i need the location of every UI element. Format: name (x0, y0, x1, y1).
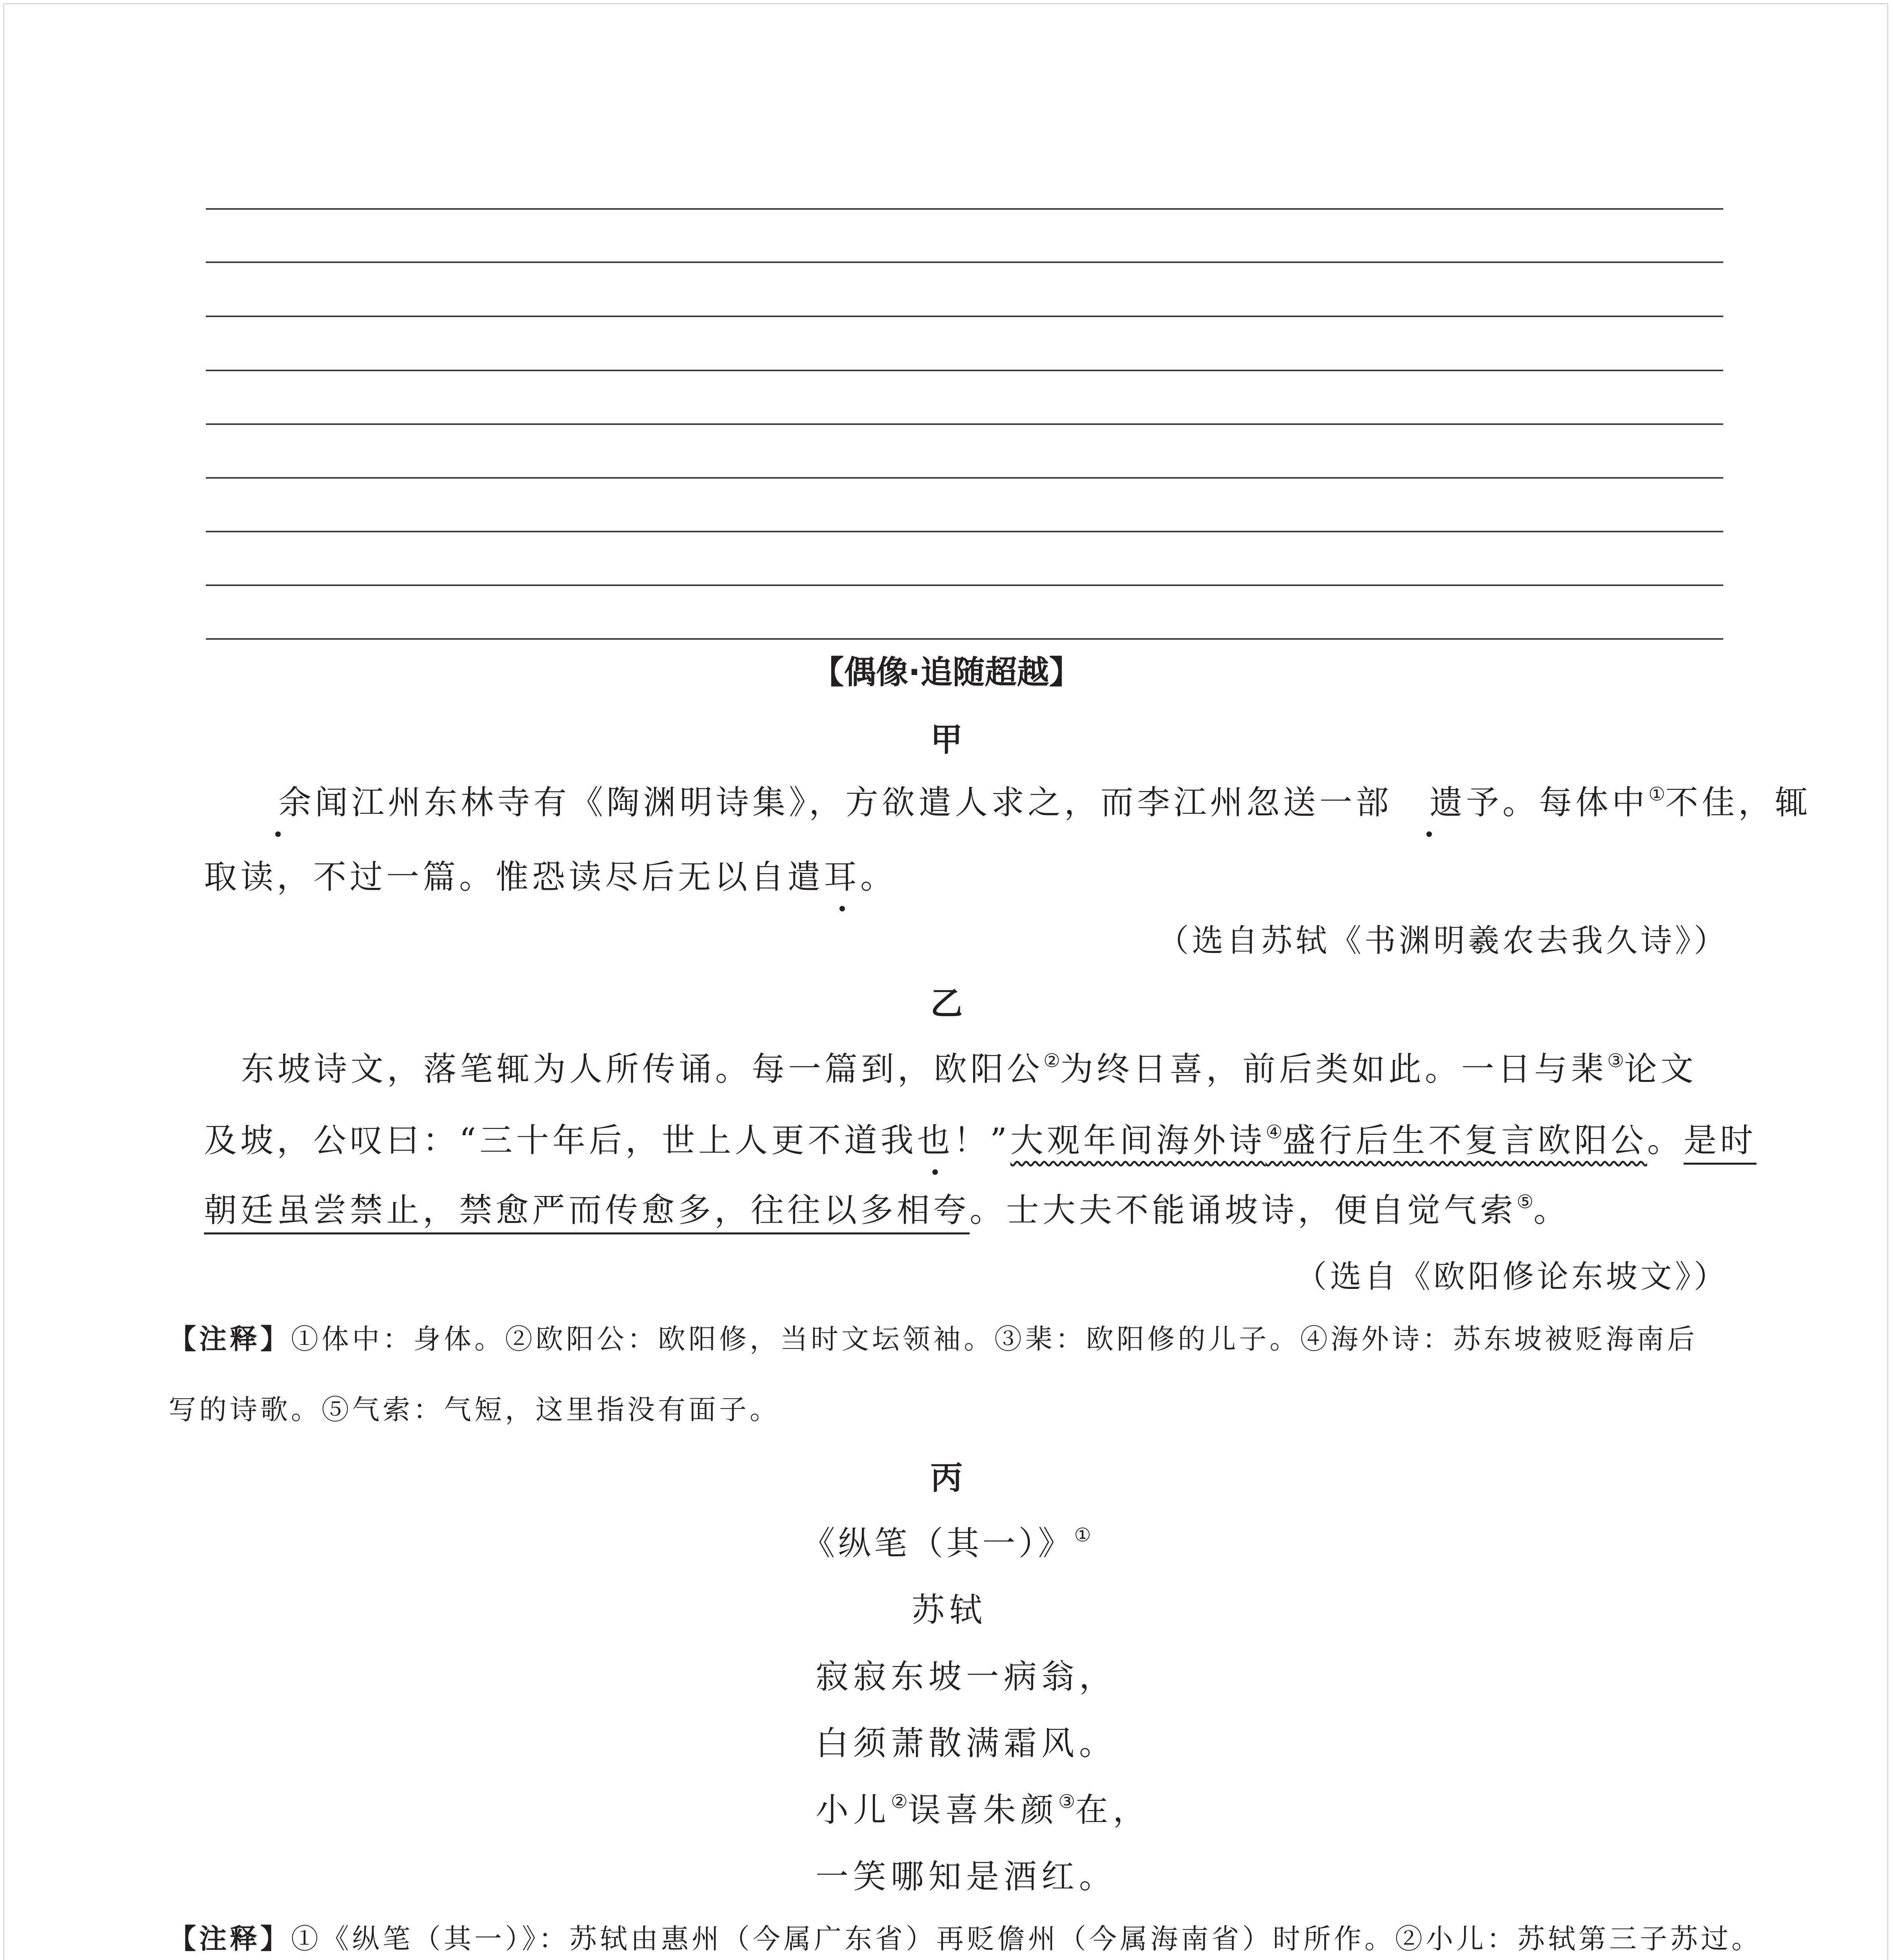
answer-line[interactable] (206, 423, 1723, 425)
passage-bing-notes-line-1: 【注释】①《纵笔（其一）》：苏轼由惠州（今属广东省）再贬儋州（今属海南省）时所作。②小儿：苏轼第三子苏过。 (169, 1923, 1762, 1955)
section-title: 【偶像·追随超越】 (812, 654, 1081, 691)
notes-label: 【注释】 (169, 1923, 291, 1955)
passage-yi-line-1: 东坡诗文，落笔辄为人所传诵。每一篇到，欧阳公②为终日喜，前后类如此。一日与棐③论文 (241, 1050, 1697, 1088)
passage-yi-source: （选自《欧阳修论东坡文》） (1295, 1258, 1728, 1295)
notes-label: 【注释】 (169, 1323, 291, 1355)
answer-line[interactable] (206, 531, 1723, 532)
passage-bing-label: 丙 (930, 1459, 963, 1497)
underlined-sentence: 朝廷虽尝禁止，禁愈严而传愈多，往往以多相夸 (204, 1191, 970, 1229)
poem-author: 苏轼 (912, 1591, 987, 1629)
answer-line[interactable] (206, 638, 1723, 640)
footnote-marker: ① (1648, 783, 1666, 805)
dotted-word: 余 (241, 776, 315, 824)
passage-jia-line-1: 余闻江州东林寺有《陶渊明诗集》，方欲遣人求之，而李江州忽送一部 遗予。每体中①不佳，辄 (204, 776, 1725, 824)
footnote-marker: ③ (1058, 1791, 1075, 1813)
poem-title: 《纵笔（其一）》① (802, 1524, 1091, 1563)
dotted-word: 遗 (1392, 776, 1466, 824)
passage-yi-notes-line-1: 【注释】①体中：身体。②欧阳公：欧阳修，当时文坛领袖。③棐：欧阳修的儿子。④海外诗：苏东坡被贬海南后 (169, 1323, 1698, 1355)
wavy-underlined-sentence: 大观年间海外诗④盛行后生不复言欧阳公 (1010, 1121, 1647, 1160)
poem-verse-3: 小儿②误喜朱颜③在， (816, 1791, 1151, 1829)
passage-jia-line-2: 取读，不过一篇。惟恐读尽后无以自遣耳。 (204, 851, 1725, 898)
poem-verse-2: 白须萧散满霜风。 (816, 1724, 1117, 1762)
passage-jia-label: 甲 (930, 721, 963, 759)
passage-yi-line-3: 朝廷虽尝禁止，禁愈严而传愈多，往往以多相夸。士大夫不能诵坡诗，便自觉气索⑤。 (204, 1191, 1570, 1229)
footnote-marker: ③ (1607, 1050, 1624, 1072)
answer-line[interactable] (206, 208, 1723, 210)
answer-line[interactable] (206, 477, 1723, 479)
footnote-marker: ⑤ (1517, 1191, 1534, 1213)
answer-line[interactable] (206, 584, 1723, 586)
underlined-sentence-start: 是时 (1684, 1121, 1757, 1160)
footnote-marker: ① (1074, 1524, 1091, 1546)
poem-verse-1: 寂寂东坡一病翁， (816, 1657, 1117, 1696)
dotted-word: 也 (917, 1114, 954, 1161)
poem-verse-4: 一笑哪知是酒红。 (816, 1857, 1117, 1896)
dotted-word: 耳 (824, 851, 860, 898)
answer-line[interactable] (206, 261, 1723, 263)
footnote-marker: ② (891, 1791, 908, 1813)
answer-line[interactable] (206, 370, 1723, 371)
footnote-marker: ② (1043, 1050, 1061, 1072)
passage-jia-source: （选自苏轼《书渊明羲农去我久诗》） (1157, 922, 1728, 959)
passage-yi-line-2: 及坡，公叹曰：“三十年后，世上人更不道我也！”大观年间海外诗④盛行后生不复言欧阳公。是时 (204, 1114, 1725, 1161)
passage-yi-label: 乙 (930, 985, 963, 1022)
footnote-marker: ④ (1265, 1121, 1283, 1143)
passage-yi-notes-line-2: 写的诗歌。⑤气索：气短，这里指没有面子。 (169, 1394, 780, 1426)
answer-line[interactable] (206, 316, 1723, 317)
